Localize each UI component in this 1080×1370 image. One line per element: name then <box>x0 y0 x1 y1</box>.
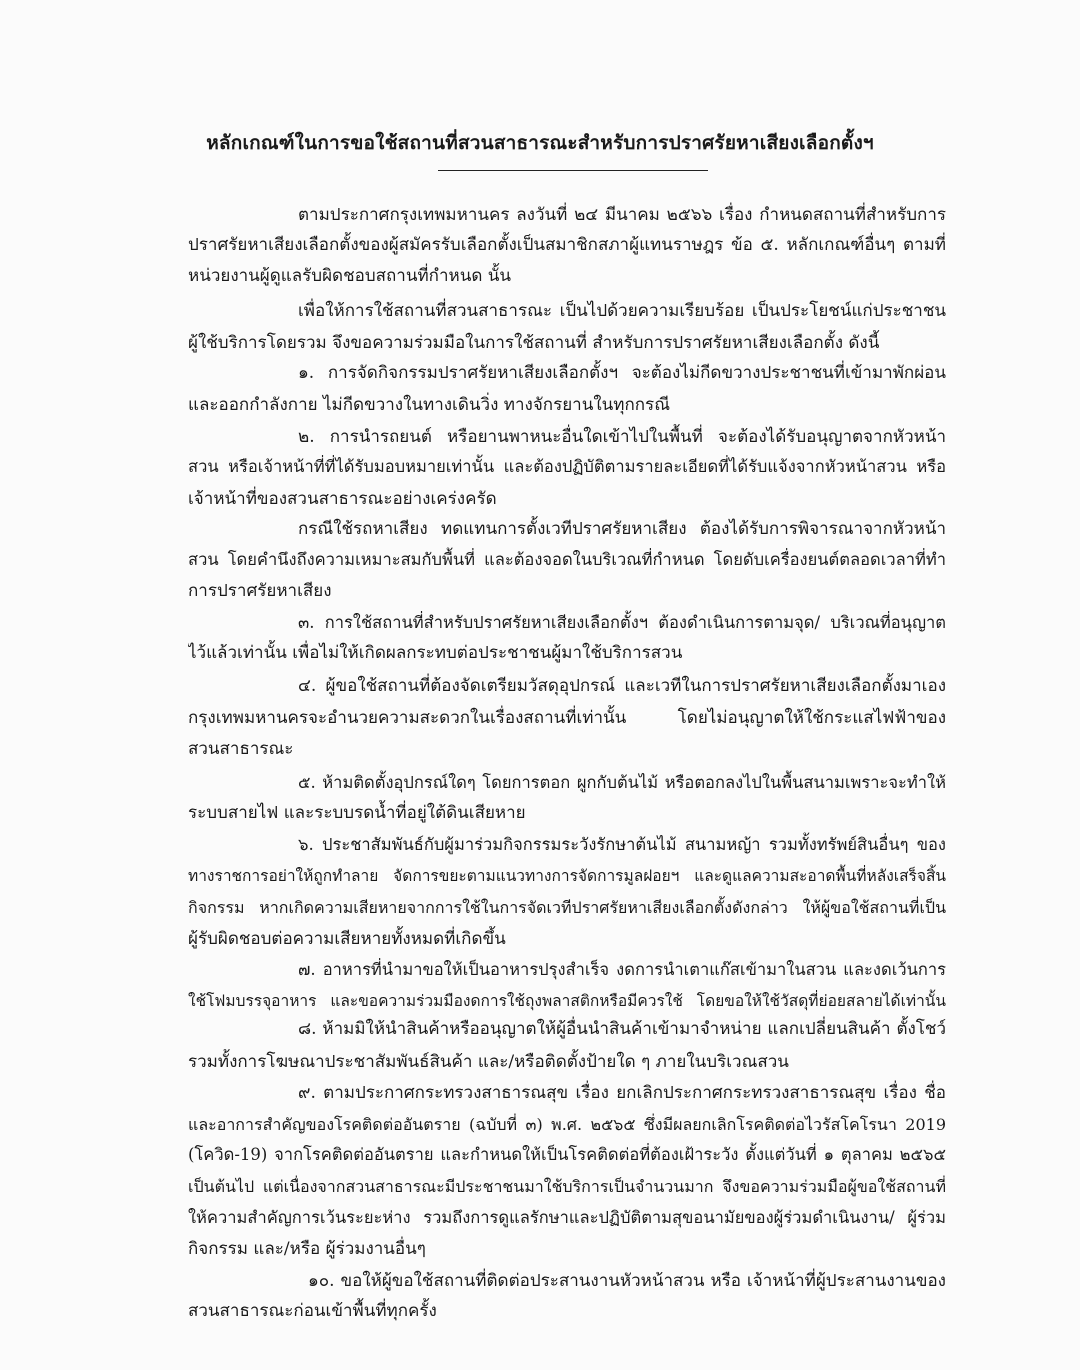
line-8: ๒. การนำรถยนต์ หรือยานพาหนะอื่นใดเข้าไปในพื้นที่ จะต้องได้รับอนุญาตจากหัวหน้า <box>298 427 946 447</box>
line-27: ๘. ห้ามมิให้นำสินค้าหรืออนุญาตให้ผู้อื่นนำสินค้าเข้ามาจำหน่าย แลกเปลี่ยนสินค้า ตั้งโชว์ <box>298 1019 946 1039</box>
line-26: ใช้โฟมบรรจุอาหาร และขอความร่วมมืองดการใช้ถุงพลาสติกหรือมีควรใช้ โดยขอให้ใช้วัสดุที่ย่อยสลายได้เท่านั้น <box>188 992 946 1010</box>
line-17: กรุงเทพมหานครจะอำนวยความสะดวกในเรื่องสถานที่เท่านั้น โดยไม่อนุญาตให้ใช้กระแสไฟฟ้าของ <box>188 708 946 728</box>
line-22: ทางราชการอย่าให้ถูกทำลาย จัดการขยะตามแนวทางการจัดการมูลฝอยฯ และดูแลความสะอาดพื้นที่หลังเสร็จสิ้น <box>188 867 946 885</box>
line-24: ผู้รับผิดชอบต่อความเสียหายทั้งหมดที่เกิดขึ้น <box>188 929 506 949</box>
line-34: กิจกรรม และ/หรือ ผู้ร่วมงานอื่นๆ <box>188 1239 426 1259</box>
line-13: การปราศรัยหาเสียง <box>188 581 332 601</box>
line-1: ตามประกาศกรุงเทพมหานคร ลงวันที่ ๒๔ มีนาคม ๒๕๖๖ เรื่อง กำหนดสถานที่สำหรับการ <box>298 205 946 225</box>
line-9: สวน หรือเจ้าหน้าที่ที่ได้รับมอบหมายเท่านั้น และต้องปฏิบัติตามรายละเอียดที่ได้รับแจ้งจากหัวหน้าสวน หรือ <box>188 457 946 476</box>
line-28: รวมทั้งการโฆษณาประชาสัมพันธ์สินค้า และ/หรือติดตั้งป้ายใด ๆ ภายในบริเวณสวน <box>188 1052 789 1072</box>
line-5: ผู้ใช้บริการโดยรวม จึงขอความร่วมมือในการใช้สถานที่ สำหรับการปราศรัยหาเสียงเลือกตั้ง ดังนี้ <box>188 333 880 353</box>
line-6: ๑. การจัดกิจกรรมปราศรัยหาเสียงเลือกตั้งฯ จะต้องไม่กีดขวางประชาชนที่เข้ามาพักผ่อน <box>298 363 946 383</box>
line-35: ๑๐. ขอให้ผู้ขอใช้สถานที่ติดต่อประสานงานหัวหน้าสวน หรือ เจ้าหน้าที่ผู้ประสานงานของ <box>308 1271 946 1291</box>
line-12: สวน โดยคำนึงถึงความเหมาะสมกับพื้นที่ และต้องจอดในบริเวณที่กำหนด โดยดับเครื่องยนต์ตลอดเวลาที่ทำ <box>188 550 946 569</box>
line-21: ๖. ประชาสัมพันธ์กับผู้มาร่วมกิจกรรมระวังรักษาต้นไม้ สนามหญ้า รวมทั้งทรัพย์สินอื่นๆ ของ <box>298 835 946 854</box>
document-title: หลักเกณฑ์ในการขอใช้สถานที่สวนสาธารณะสำหรับการปราศรัยหาเสียงเลือกตั้งฯ <box>206 132 874 154</box>
line-18: สวนสาธารณะ <box>188 739 294 759</box>
line-10: เจ้าหน้าที่ของสวนสาธารณะอย่างเคร่งครัด <box>188 489 497 509</box>
line-16: ๔. ผู้ขอใช้สถานที่ต้องจัดเตรียมวัสดุอุปกรณ์ และเวทีในการปราศรัยหาเสียงเลือกตั้งมาเอง <box>298 676 946 696</box>
line-15: ไว้แล้วเท่านั้น เพื่อไม่ให้เกิดผลกระทบต่อประชาชนผู้มาใช้บริการสวน <box>188 643 683 663</box>
line-3: หน่วยงานผู้ดูแลรับผิดชอบสถานที่กำหนด นั้น <box>188 266 512 286</box>
line-33: ให้ความสำคัญการเว้นระยะห่าง รวมถึงการดูแลรักษาและปฏิบัติตามสุขอนามัยของผู้ร่วมดำเนินงาน/ ผู้ร่วม <box>188 1208 946 1227</box>
line-32: เป็นต้นไป แต่เนื่องจากสวนสาธารณะมีประชาชนมาใช้บริการเป็นจำนวนมาก จึงขอความร่วมมือผู้ขอใช้สถานที่ <box>188 1177 946 1196</box>
line-4: เพื่อให้การใช้สถานที่สวนสาธารณะ เป็นไปด้วยความเรียบร้อย เป็นประโยชน์แก่ประชาชน <box>298 301 946 321</box>
line-11: กรณีใช้รถหาเสียง ทดแทนการตั้งเวทีปราศรัยหาเสียง ต้องได้รับการพิจารณาจากหัวหน้า <box>298 519 946 539</box>
line-20: ระบบสายไฟ และระบบรดน้ำที่อยู่ใต้ดินเสียหาย <box>188 803 526 823</box>
line-2: ปราศรัยหาเสียงเลือกตั้งของผู้สมัครรับเลือกตั้งเป็นสมาชิกสภาผู้แทนราษฎร ข้อ ๕. หลักเกณฑ์อื่นๆ ตามที่ <box>188 235 946 255</box>
line-31: (โควิด-19) จากโรคติดต่ออันตราย และกำหนดให้เป็นโรคติดต่อที่ต้องเฝ้าระวัง ตั้งแต่วันที่ ๑ ตุลาคม ๒๕๖๕ <box>188 1145 946 1164</box>
title-underline <box>438 170 708 171</box>
line-19: ๕. ห้ามติดตั้งอุปกรณ์ใดๆ โดยการตอก ผูกกับต้นไม้ หรือตอกลงไปในพื้นสนามเพราะจะทำให้ <box>298 773 946 792</box>
line-7: และออกกำลังกาย ไม่กีดขวางในทางเดินวิ่ง ทางจักรยานในทุกกรณี <box>188 395 670 415</box>
line-14: ๓. การใช้สถานที่สำหรับปราศรัยหาเสียงเลือกตั้งฯ ต้องดำเนินการตามจุด/ บริเวณที่อนุญาต <box>298 613 946 632</box>
line-30: และอาการสำคัญของโรคติดต่ออันตราย (ฉบับที่ ๓) พ.ศ. ๒๕๖๕ ซึ่งมีผลยกเลิกโรคติดต่อไวรัสโคโรนา 2019 <box>188 1115 946 1134</box>
line-29: ๙. ตามประกาศกระทรวงสาธารณสุข เรื่อง ยกเลิกประกาศกระทรวงสาธารณสุข เรื่อง ชื่อ <box>298 1083 946 1103</box>
line-36: สวนสาธารณะก่อนเข้าพื้นที่ทุกครั้ง <box>188 1301 437 1321</box>
line-25: ๗. อาหารที่นำมาขอให้เป็นอาหารปรุงสำเร็จ งดการนำเตาแก๊สเข้ามาในสวน และงดเว้นการ <box>298 960 946 979</box>
line-23: กิจกรรม หากเกิดความเสียหายจากการใช้ในการจัดเวทีปราศรัยหาเสียงเลือกตั้งดังกล่าว ให้ผู้ขอใช้สถานที่เป็น <box>188 898 946 917</box>
